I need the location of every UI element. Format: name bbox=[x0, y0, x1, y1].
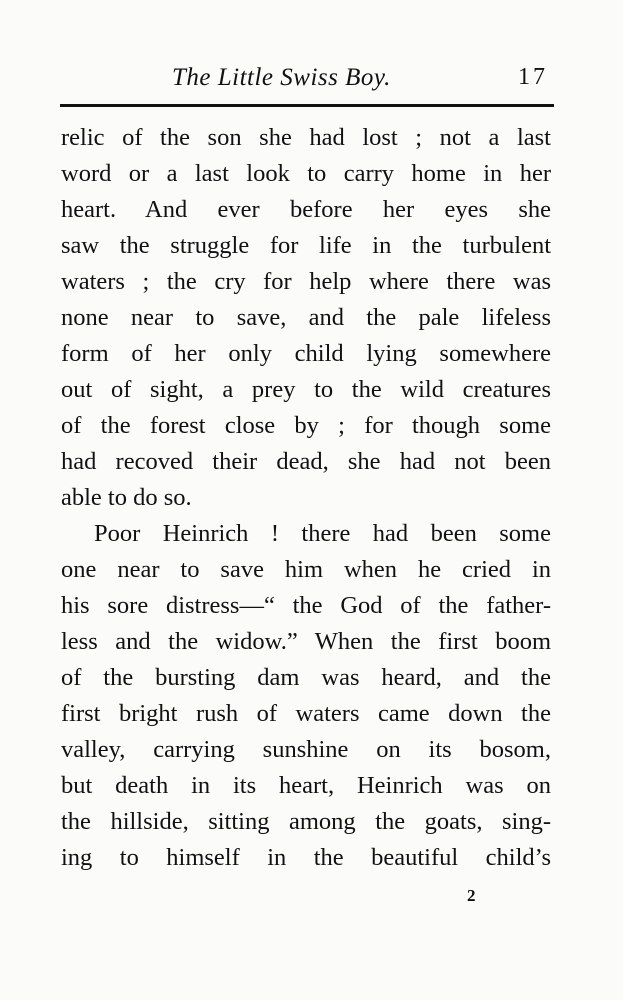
text-line: first bright rush of waters came down the bbox=[61, 700, 551, 727]
text-line: valley, carrying sunshine on its bosom, bbox=[61, 736, 551, 763]
text-line: out of sight, a prey to the wild creatures bbox=[61, 376, 551, 403]
body-text bbox=[61, 120, 551, 876]
text-line: but death in its heart, Heinrich was on bbox=[61, 772, 551, 799]
text-line: his sore distress—“ the God of the father- bbox=[61, 592, 551, 619]
text-line: the hillside, sitting among the goats, sing- bbox=[61, 808, 551, 835]
page-number: 17 bbox=[518, 64, 548, 90]
header-rule bbox=[60, 104, 554, 107]
running-head bbox=[60, 62, 554, 102]
text-line: heart. And ever before her eyes she bbox=[61, 196, 551, 223]
text-line: relic of the son she had lost ; not a last bbox=[61, 124, 551, 151]
text-line: of the bursting dam was heard, and the bbox=[61, 664, 551, 691]
text-line: form of her only child lying somewhere bbox=[61, 340, 551, 367]
signature-mark: 2 bbox=[467, 886, 476, 905]
text-line: none near to save, and the pale lifeless bbox=[61, 304, 551, 331]
paragraph-start-line: Poor Heinrich ! there had been some bbox=[94, 520, 551, 547]
text-line: word or a last look to carry home in her bbox=[61, 160, 551, 187]
text-line: of the forest close by ; for though some bbox=[61, 412, 551, 439]
text-line: less and the widow.” When the first boom bbox=[61, 628, 551, 655]
text-line: had recoved their dead, she had not been bbox=[61, 448, 551, 475]
text-line: one near to save him when he cried in bbox=[61, 556, 551, 583]
text-line: ing to himself in the beautiful child’s bbox=[61, 844, 551, 871]
running-title: The Little Swiss Boy. bbox=[172, 64, 391, 91]
text-line: waters ; the cry for help where there was bbox=[61, 268, 551, 295]
paragraph-end-line: able to do so. bbox=[61, 484, 192, 511]
text-line: saw the struggle for life in the turbulent bbox=[61, 232, 551, 259]
